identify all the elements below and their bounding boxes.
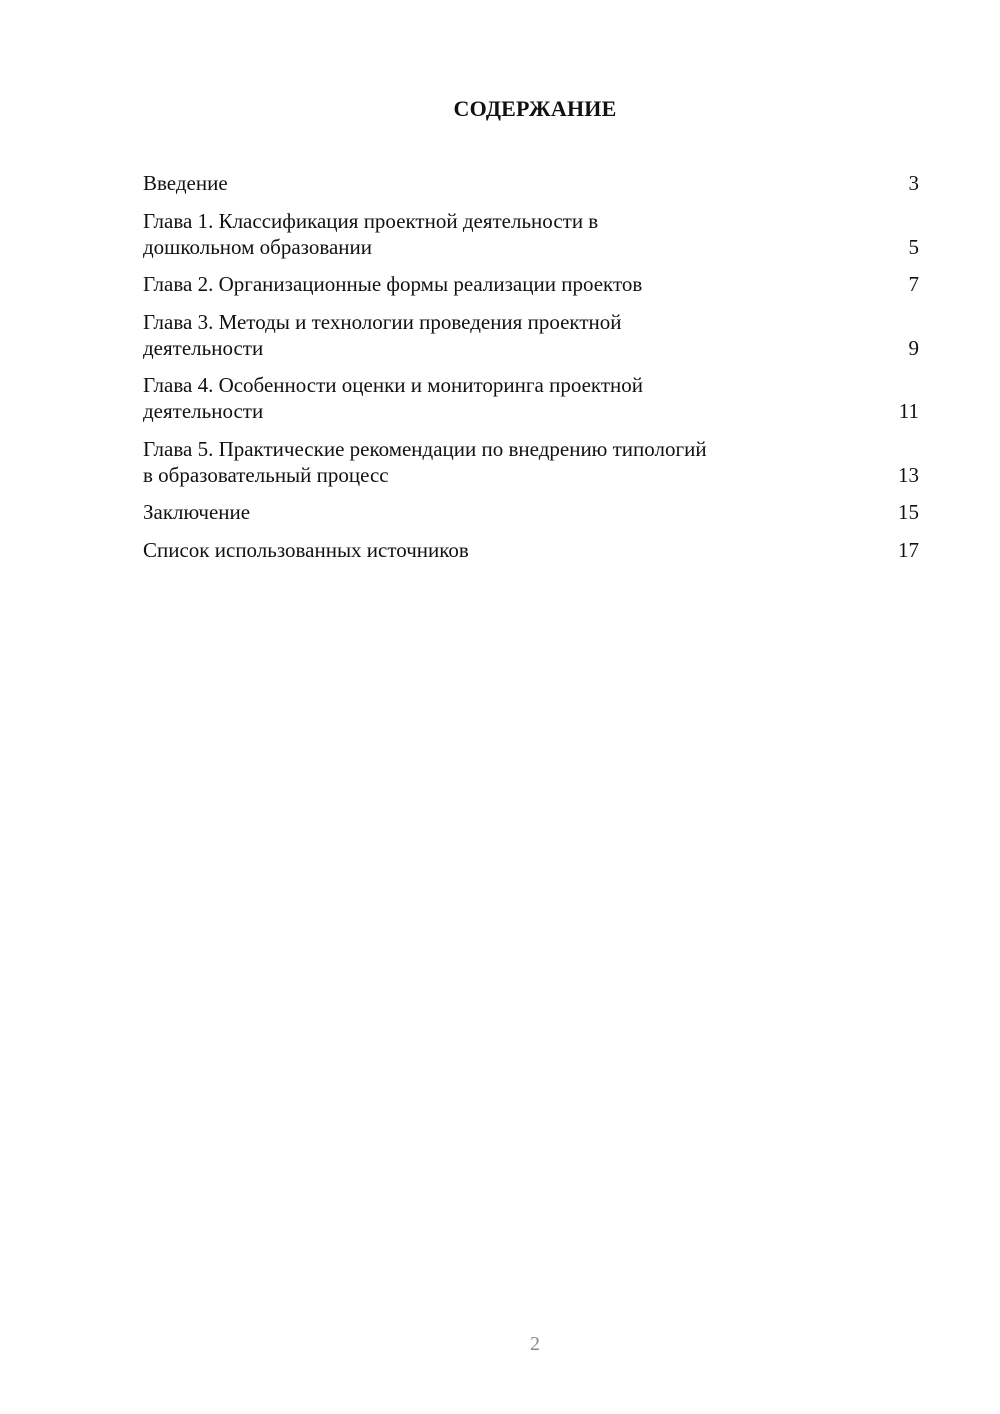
toc-entry-label: Список использованных источников — [143, 537, 469, 562]
toc-entry-label: Введение — [143, 171, 228, 195]
toc-entry-label-continued: дошкольном образовании — [143, 234, 373, 259]
toc-heading: СОДЕРЖАНИЕ — [453, 96, 617, 121]
page-number: 2 — [530, 1333, 540, 1355]
toc-entry-label-continued: деятельности — [143, 399, 264, 423]
toc-entry-chapter-3 — [143, 309, 919, 361]
toc-entry-label-continued: деятельности — [143, 335, 264, 360]
toc-entry-chapter-1 — [143, 208, 919, 260]
toc-entry-label-continued: в образовательный процесс — [143, 462, 389, 487]
toc-entry-label: Глава 3. Методы и технологии проведения проектной — [143, 309, 622, 334]
toc-entry-page: 5 — [908, 234, 919, 259]
toc-entry-label: Глава 2. Организационные формы реализации проектов — [143, 272, 643, 296]
toc-entry-label: Глава 4. Особенности оценки и мониторинга проектной — [143, 373, 643, 397]
toc-entry-page: 15 — [898, 500, 919, 524]
toc-entry-introduction — [143, 170, 919, 196]
table-of-contents — [143, 170, 919, 574]
toc-entry-chapter-4 — [143, 372, 919, 424]
toc-entry-page: 11 — [898, 399, 919, 423]
toc-entry-page: 9 — [908, 335, 919, 360]
toc-entry-chapter-5 — [143, 436, 919, 488]
toc-entry-chapter-2 — [143, 271, 919, 297]
toc-entry-label: Глава 5. Практические рекомендации по внедрению типологий — [143, 436, 707, 461]
toc-entry-page: 17 — [898, 537, 919, 562]
toc-entry-label: Заключение — [143, 500, 251, 524]
toc-entry-page: 3 — [908, 171, 919, 195]
toc-entry-label: Глава 1. Классификация проектной деятельности в — [143, 208, 599, 233]
toc-entry-references — [143, 537, 919, 563]
toc-entry-page: 13 — [898, 462, 919, 487]
toc-entry-page: 7 — [908, 272, 919, 296]
toc-entry-conclusion — [143, 499, 919, 525]
